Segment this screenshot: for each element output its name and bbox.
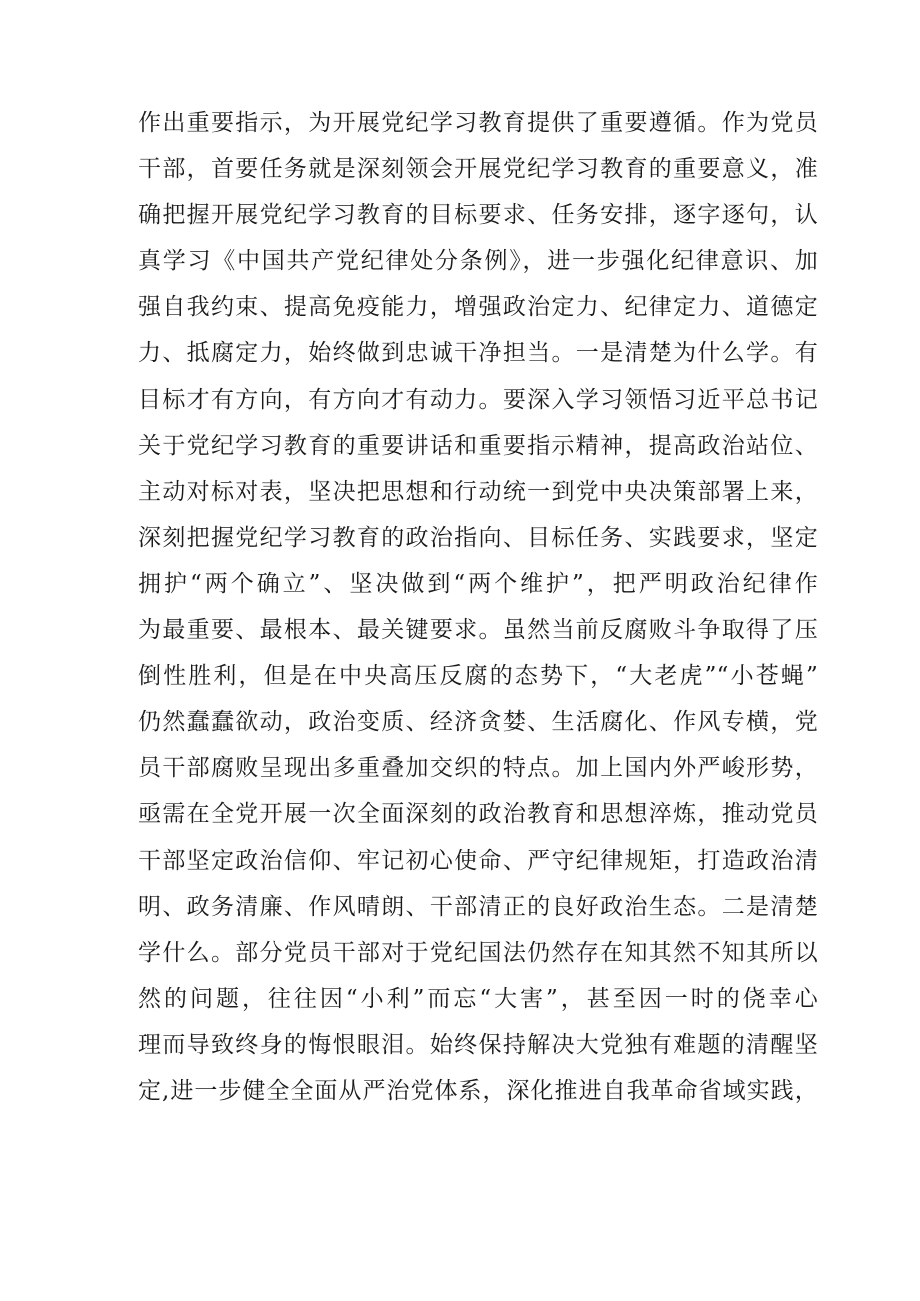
text-line: 干部，首要任务就是深刻领会开展党纪学习教育的重要意义，准 — [138, 156, 818, 183]
text-line: 理而导致终身的悔恨眼泪。始终保持解决大党独有难题的清醒坚 — [138, 1031, 818, 1058]
text-line: 拥护“两个确立”、坚决做到“两个维护”，把严明政治纪律作 — [138, 570, 818, 597]
text-line: 亟需在全党开展一次全面深刻的政治教育和思想淬炼，推动党员 — [138, 801, 818, 828]
text-line: 关于党纪学习教育的重要讲话和重要指示精神，提高政治站位、 — [138, 432, 818, 459]
text-line: 明、政务清廉、作风晴朗、干部清正的良好政治生态。二是清楚 — [138, 893, 818, 920]
text-line: 作出重要指示，为开展党纪学习教育提供了重要遵循。作为党员 — [138, 110, 818, 136]
body-paragraph — [138, 100, 818, 1114]
text-line: 然的问题，往往因“小利”而忘“大害”，甚至因一时的侥幸心 — [138, 985, 818, 1012]
text-line: 为最重要、最根本、最关键要求。虽然当前反腐败斗争取得了压 — [138, 617, 818, 644]
text-line: 深刻把握党纪学习教育的政治指向、目标任务、实践要求，坚定 — [138, 524, 818, 551]
text-line: 学什么。部分党员干部对于党纪国法仍然存在知其然不知其所以 — [138, 939, 818, 966]
text-line: 定,进一步健全全面从严治党体系，深化推进自我革命省域实践， — [138, 1077, 818, 1104]
text-line: 目标才有方向，有方向才有动力。要深入学习领悟习近平总书记 — [138, 386, 818, 413]
text-line: 干部坚定政治信仰、牢记初心使命、严守纪律规矩，打造政治清 — [138, 847, 818, 874]
text-line: 确把握开展党纪学习教育的目标要求、任务安排，逐字逐句，认 — [138, 202, 818, 229]
text-line: 员干部腐败呈现出多重叠加交织的特点。加上国内外严峻形势， — [138, 755, 818, 782]
text-line: 强自我约束、提高免疫能力，增强政治定力、纪律定力、道德定 — [138, 294, 818, 321]
text-line: 真学习《中国共产党纪律处分条例》，进一步强化纪律意识、加 — [138, 248, 818, 275]
text-line: 主动对标对表，坚决把思想和行动统一到党中央决策部署上来， — [138, 478, 818, 505]
text-line: 力、抵腐定力，始终做到忠诚干净担当。一是清楚为什么学。有 — [138, 340, 818, 367]
text-line: 倒性胜利，但是在中央高压反腐的态势下，“大老虎”“小苍蝇” — [138, 663, 818, 690]
text-line: 仍然蠢蠢欲动，政治变质、经济贪婪、生活腐化、作风专横，党 — [138, 709, 818, 736]
